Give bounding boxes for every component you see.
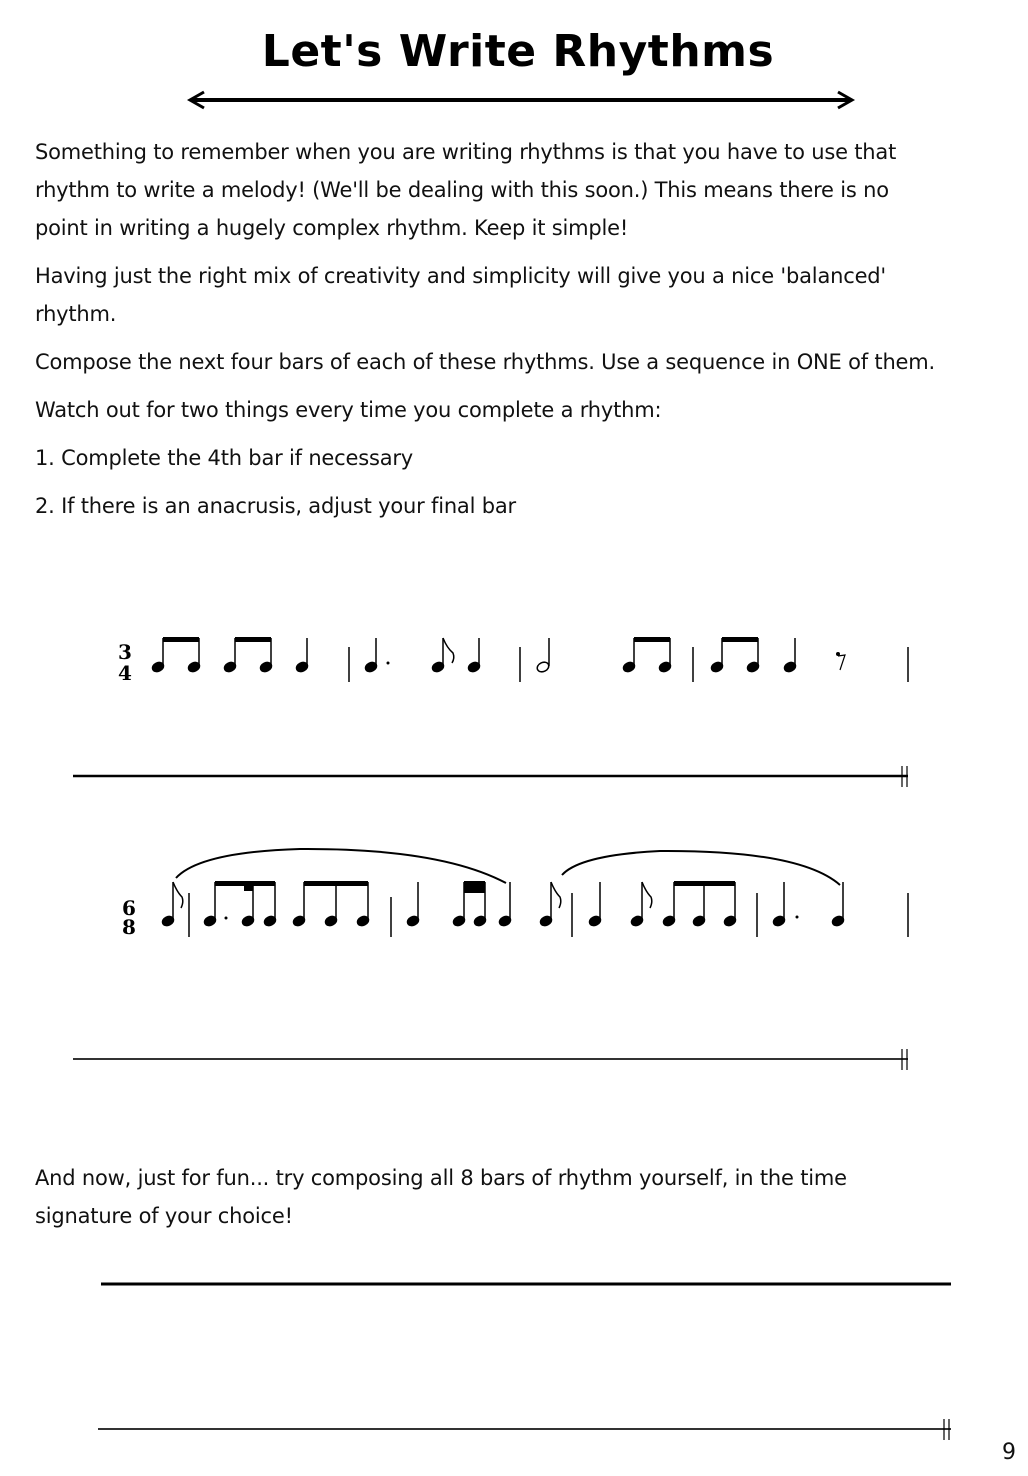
double-headed-arrow-icon: [186, 88, 856, 112]
time-signature-3-4: [118, 640, 132, 685]
rhythm-exercise-2-score: [0, 840, 1028, 950]
intro-paragraph-2-line-1: Having just the right mix of creativity and simplicity will give you a nice 'balanced': [35, 264, 886, 288]
instruction-text: Compose the next four bars of each of these rhythms. Use a sequence in ONE of them.: [35, 350, 936, 374]
eighth-rest-icon: [836, 652, 845, 670]
time-signature-6-8: [122, 896, 136, 939]
free-compose-line-1: And now, just for fun... try composing all 8 bars of rhythm yourself, in the time: [35, 1166, 847, 1190]
answer-line-2[interactable]: [0, 1048, 1028, 1072]
intro-paragraph-1-line-2: rhythm to write a melody! (We'll be dealing with this soon.) This means there is no: [35, 178, 889, 202]
free-compose-line-top[interactable]: [0, 1273, 1028, 1293]
svg-text:6: 6: [122, 896, 136, 920]
tip-item-2: 2. If there is an anacrusis, adjust your final bar: [35, 494, 516, 518]
answer-line-1[interactable]: [0, 765, 1028, 789]
intro-paragraph-1-line-1: Something to remember when you are writing rhythms is that you have to use that: [35, 140, 897, 164]
watch-out-text: Watch out for two things every time you complete a rhythm:: [35, 398, 662, 422]
free-compose-line-bottom[interactable]: [0, 1418, 1028, 1442]
svg-text:8: 8: [122, 915, 136, 939]
slur-1: [176, 849, 506, 883]
tip-item-1: 1. Complete the 4th bar if necessary: [35, 446, 414, 470]
rhythm-exercise-1-score: [0, 620, 1028, 700]
free-compose-line-2: signature of your choice!: [35, 1204, 293, 1228]
page-title: Let's Write Rhythms: [261, 26, 775, 77]
intro-paragraph-1-line-3: point in writing a hugely complex rhythm. Keep it simple!: [35, 216, 629, 240]
svg-text:4: 4: [118, 661, 132, 685]
page-number: 9: [1002, 1440, 1016, 1465]
intro-paragraph-2-line-2: rhythm.: [35, 302, 117, 326]
slur-2: [562, 851, 840, 885]
svg-text:3: 3: [118, 640, 132, 664]
